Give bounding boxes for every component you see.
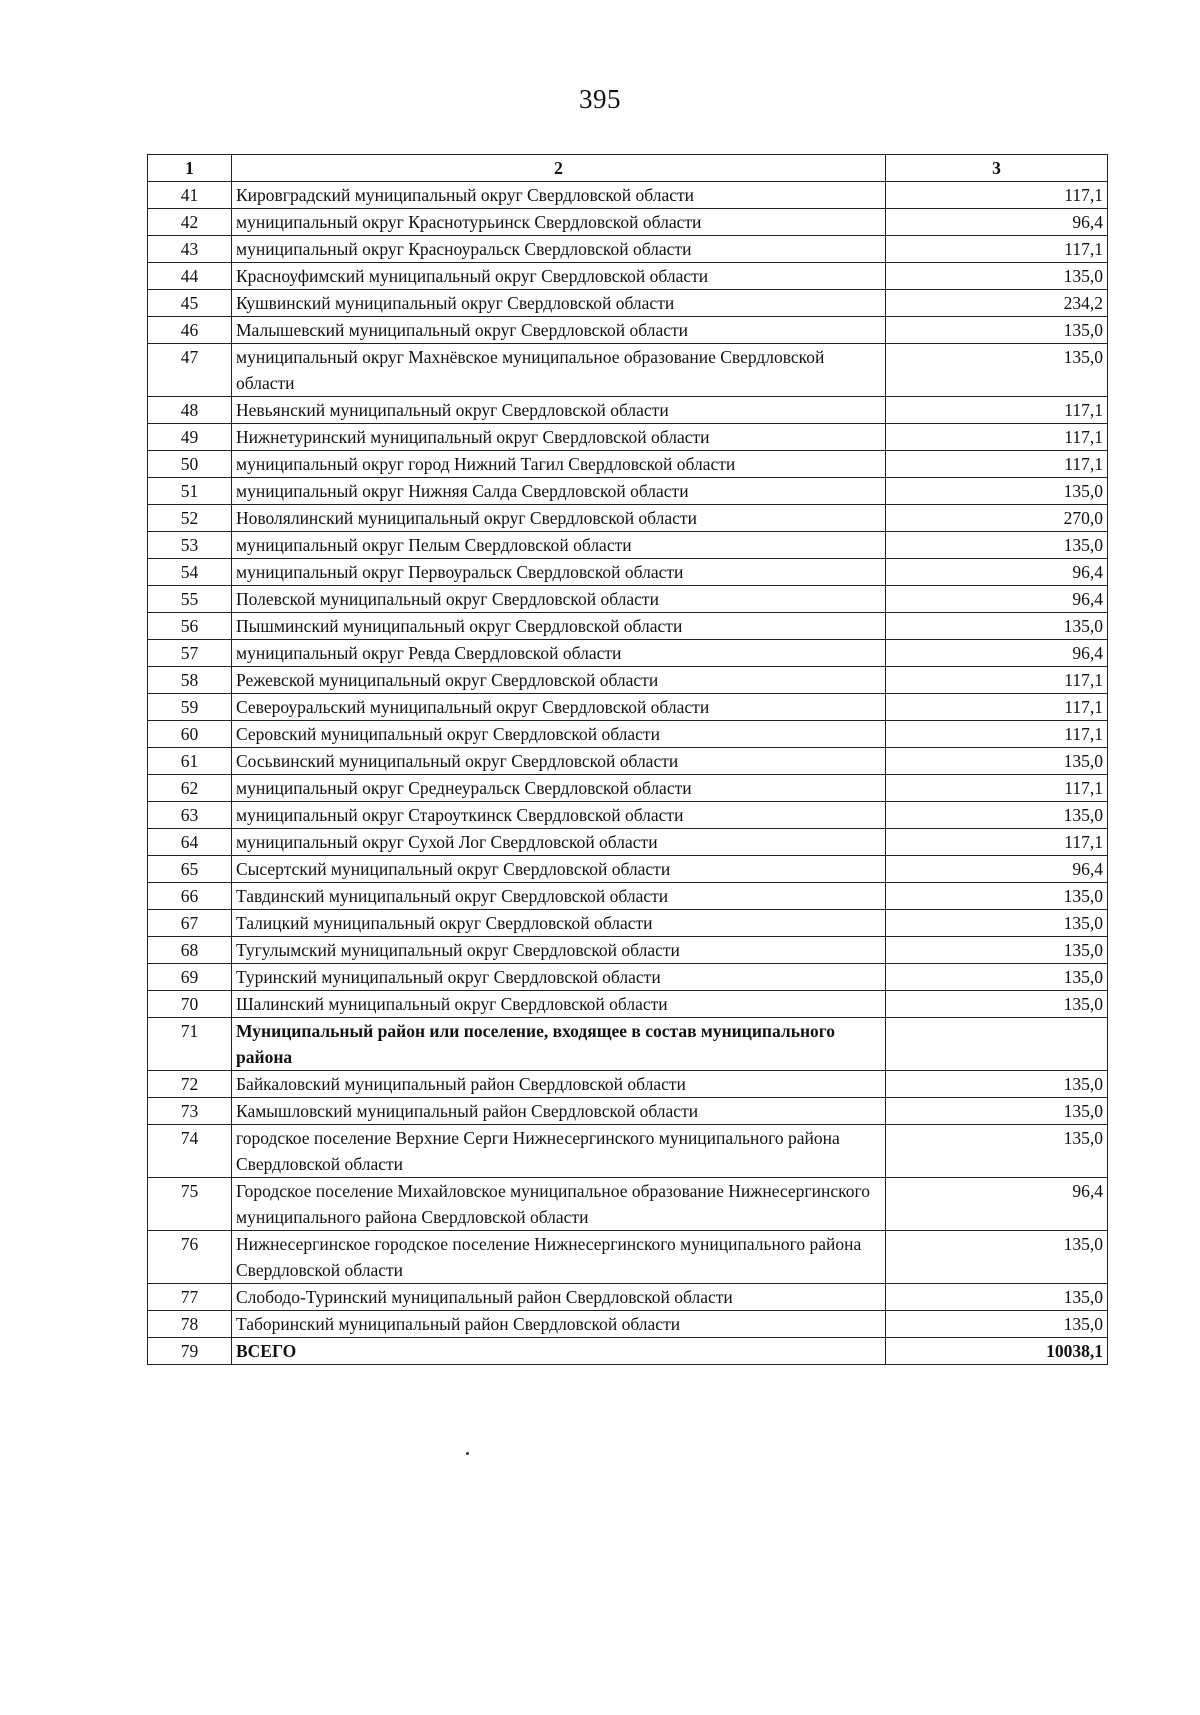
table-row [148,505,1108,532]
scan-speck [466,1452,469,1455]
row-value: 96,4 [886,586,1108,613]
row-value: 135,0 [886,937,1108,964]
row-number: 55 [148,586,232,613]
row-value: 96,4 [886,559,1108,586]
row-value: 135,0 [886,1125,1108,1178]
row-number: 52 [148,505,232,532]
row-number: 49 [148,424,232,451]
table-row [148,910,1108,937]
row-name: Тугулымский муниципальный округ Свердловской области [232,937,886,964]
row-name: городское поселение Верхние Серги Нижнесергинского муниципального района Свердловской области [232,1125,886,1178]
table-row [148,1178,1108,1231]
row-number: 63 [148,802,232,829]
table-row [148,451,1108,478]
table-row [148,397,1108,424]
row-value: 135,0 [886,748,1108,775]
row-name: Туринский муниципальный округ Свердловской области [232,964,886,991]
row-value: 96,4 [886,209,1108,236]
page-number: 395 [579,84,621,114]
row-number: 59 [148,694,232,721]
row-value: 135,0 [886,1311,1108,1338]
column-header-value: 3 [886,155,1108,182]
row-value: 234,2 [886,290,1108,317]
row-name: Новолялинский муниципальный округ Свердловской области [232,505,886,532]
table-row [148,937,1108,964]
row-number: 43 [148,236,232,263]
table-row [148,1284,1108,1311]
table-row [148,263,1108,290]
row-value: 117,1 [886,424,1108,451]
row-number: 50 [148,451,232,478]
row-name: Режевской муниципальный округ Свердловской области [232,667,886,694]
row-number: 68 [148,937,232,964]
row-number: 46 [148,317,232,344]
row-value: 10038,1 [886,1338,1108,1365]
table-row [148,640,1108,667]
table-row [148,964,1108,991]
row-value: 135,0 [886,317,1108,344]
row-value: 96,4 [886,856,1108,883]
table-row [148,1071,1108,1098]
row-name: Городское поселение Михайловское муниципальное образование Нижнесергинского муниципального района Свердловской области [232,1178,886,1231]
header-row [148,155,1108,182]
row-name: Нижнесергинское городское поселение Нижнесергинского муниципального района Свердловской области [232,1231,886,1284]
row-number: 62 [148,775,232,802]
table-row [148,478,1108,505]
table-row [148,748,1108,775]
row-number: 48 [148,397,232,424]
row-value: 117,1 [886,182,1108,209]
table-row [148,721,1108,748]
row-number: 61 [148,748,232,775]
table-row [148,424,1108,451]
row-number: 73 [148,1098,232,1125]
row-number: 69 [148,964,232,991]
table-row [148,694,1108,721]
row-name: Серовский муниципальный округ Свердловской области [232,721,886,748]
row-name: муниципальный округ Нижняя Салда Свердловской области [232,478,886,505]
row-value: 117,1 [886,397,1108,424]
row-name: муниципальный округ Среднеуральск Свердловской области [232,775,886,802]
row-value: 117,1 [886,775,1108,802]
row-value: 117,1 [886,451,1108,478]
row-name: Красноуфимский муниципальный округ Свердловской области [232,263,886,290]
row-number: 41 [148,182,232,209]
row-name: Сосьвинский муниципальный округ Свердловской области [232,748,886,775]
column-header-number: 1 [148,155,232,182]
row-name: Сысертский муниципальный округ Свердловской области [232,856,886,883]
row-number: 64 [148,829,232,856]
row-number: 44 [148,263,232,290]
row-name: Кировградский муниципальный округ Свердловской области [232,182,886,209]
table-row [148,559,1108,586]
row-value: 96,4 [886,640,1108,667]
table-header [148,155,1108,182]
row-value: 135,0 [886,263,1108,290]
row-number: 75 [148,1178,232,1231]
row-number: 47 [148,344,232,397]
row-number: 65 [148,856,232,883]
column-header-name: 2 [232,155,886,182]
row-name: Камышловский муниципальный район Свердловской области [232,1098,886,1125]
row-value: 135,0 [886,344,1108,397]
table-row [148,1018,1108,1071]
row-value: 117,1 [886,694,1108,721]
row-name: муниципальный округ Краснотурьинск Свердловской области [232,209,886,236]
row-name: Невьянский муниципальный округ Свердловской области [232,397,886,424]
row-value: 135,0 [886,964,1108,991]
row-name: муниципальный округ Красноуральск Свердловской области [232,236,886,263]
table-row [148,1098,1108,1125]
row-value: 135,0 [886,478,1108,505]
row-name: Шалинский муниципальный округ Свердловской области [232,991,886,1018]
row-number: 51 [148,478,232,505]
table-row [148,532,1108,559]
row-number: 58 [148,667,232,694]
row-name: Североуральский муниципальный округ Свердловской области [232,694,886,721]
table-body [148,182,1108,1365]
row-number: 42 [148,209,232,236]
table-row [148,344,1108,397]
row-value: 135,0 [886,991,1108,1018]
row-name: Нижнетуринский муниципальный округ Свердловской области [232,424,886,451]
row-name: Малышевский муниципальный округ Свердловской области [232,317,886,344]
row-number: 60 [148,721,232,748]
row-number: 57 [148,640,232,667]
row-number: 53 [148,532,232,559]
row-name: Байкаловский муниципальный район Свердловской области [232,1071,886,1098]
table-row [148,209,1108,236]
table-row [148,883,1108,910]
table-row [148,586,1108,613]
row-value: 135,0 [886,802,1108,829]
row-number: 54 [148,559,232,586]
row-value: 135,0 [886,1098,1108,1125]
row-number: 45 [148,290,232,317]
row-number: 77 [148,1284,232,1311]
table-row [148,290,1108,317]
row-name: муниципальный округ Ревда Свердловской области [232,640,886,667]
table-row [148,802,1108,829]
table-row [148,775,1108,802]
row-value: 135,0 [886,1284,1108,1311]
row-number: 71 [148,1018,232,1071]
row-name: муниципальный округ город Нижний Тагил Свердловской области [232,451,886,478]
row-value: 96,4 [886,1178,1108,1231]
row-value: 117,1 [886,829,1108,856]
row-number: 70 [148,991,232,1018]
row-number: 56 [148,613,232,640]
row-name: муниципальный округ Махнёвское муниципальное образование Свердловской области [232,344,886,397]
row-number: 79 [148,1338,232,1365]
table-row [148,667,1108,694]
row-name: Слободо-Туринский муниципальный район Свердловской области [232,1284,886,1311]
table-row [148,1338,1108,1365]
row-number: 72 [148,1071,232,1098]
row-number: 67 [148,910,232,937]
row-value: 135,0 [886,883,1108,910]
row-value: 135,0 [886,613,1108,640]
table-row [148,856,1108,883]
row-value: 135,0 [886,1071,1108,1098]
table-row [148,1125,1108,1178]
row-name: муниципальный округ Сухой Лог Свердловской области [232,829,886,856]
row-name: Тавдинский муниципальный округ Свердловской области [232,883,886,910]
row-value: 117,1 [886,236,1108,263]
table-row [148,1311,1108,1338]
row-name: Таборинский муниципальный район Свердловской области [232,1311,886,1338]
row-value: 135,0 [886,532,1108,559]
row-name: Кушвинский муниципальный округ Свердловской области [232,290,886,317]
row-number: 78 [148,1311,232,1338]
row-value [886,1018,1108,1071]
row-name: Талицкий муниципальный округ Свердловской области [232,910,886,937]
row-number: 66 [148,883,232,910]
row-name: ВСЕГО [232,1338,886,1365]
data-table [147,154,1108,1365]
table-row [148,182,1108,209]
row-value: 135,0 [886,1231,1108,1284]
row-name: Муниципальный район или поселение, входящее в состав муниципального района [232,1018,886,1071]
row-number: 76 [148,1231,232,1284]
table-row [148,236,1108,263]
table-row [148,829,1108,856]
row-name: Пышминский муниципальный округ Свердловской области [232,613,886,640]
row-number: 74 [148,1125,232,1178]
row-name: муниципальный округ Пелым Свердловской области [232,532,886,559]
row-name: муниципальный округ Первоуральск Свердловской области [232,559,886,586]
table-row [148,1231,1108,1284]
row-value: 135,0 [886,910,1108,937]
row-name: Полевской муниципальный округ Свердловской области [232,586,886,613]
table-row [148,991,1108,1018]
table-row [148,317,1108,344]
row-value: 117,1 [886,721,1108,748]
row-value: 270,0 [886,505,1108,532]
table-row [148,613,1108,640]
row-value: 117,1 [886,667,1108,694]
row-name: муниципальный округ Староуткинск Свердловской области [232,802,886,829]
